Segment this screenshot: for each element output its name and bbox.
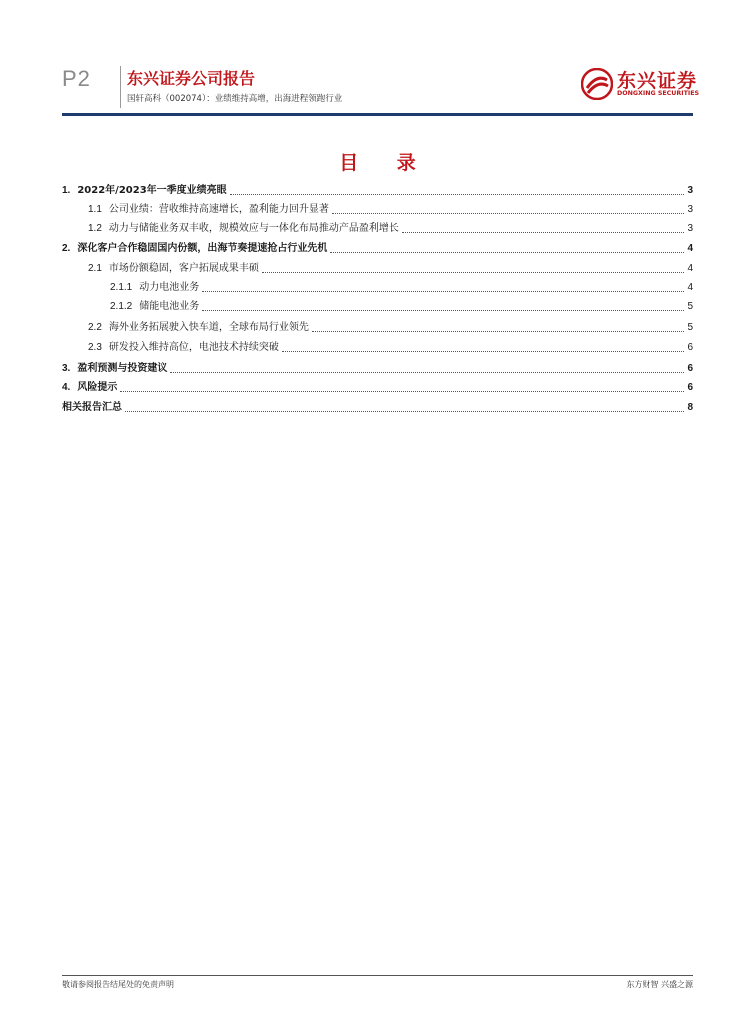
- toc-entry-page: 3: [687, 223, 693, 234]
- toc-leader-dots: [282, 350, 685, 352]
- toc-entry-number: 2.1.2: [110, 301, 133, 312]
- footer-disclaimer: 敬请参阅报告结尾处的免责声明: [62, 980, 174, 989]
- toc-leader-dots: [330, 251, 684, 253]
- toc-entry-number: 4.: [62, 382, 71, 393]
- toc-leader-dots: [402, 231, 685, 233]
- report-brand-title: 东兴证券公司报告: [127, 69, 256, 88]
- toc-entry[interactable]: [110, 281, 693, 295]
- toc-entry-number: 1.2: [88, 223, 102, 234]
- toc-entry-number: 2.1: [88, 263, 102, 274]
- toc-entry-page: 4: [687, 282, 693, 293]
- toc-leader-dots: [170, 371, 684, 373]
- toc-entry[interactable]: [62, 381, 693, 395]
- page-number: P2: [62, 66, 91, 91]
- toc-entry-page: 6: [687, 382, 693, 393]
- toc-leader-dots: [202, 309, 684, 311]
- footer-slogan: 东方财智 兴盛之源: [626, 980, 693, 989]
- toc-entry[interactable]: [88, 262, 693, 276]
- report-header: [0, 0, 755, 120]
- report-subtitle: 国轩高科（002074）：业绩维持高增，出海进程领跑行业: [127, 94, 343, 104]
- toc-title: 目 录: [339, 152, 432, 174]
- logo-text-cn: 东兴证券: [617, 70, 698, 92]
- toc-entry-page: 4: [687, 263, 693, 274]
- toc-entry-label: 盈利预测与投资建议: [77, 363, 168, 374]
- toc-entry-label: 动力电池业务: [139, 282, 200, 293]
- toc-leader-dots: [332, 212, 685, 214]
- header-rule: [62, 113, 693, 116]
- toc-entry[interactable]: [62, 401, 693, 415]
- toc-leader-dots: [120, 390, 684, 392]
- toc-entry-label: 风险提示: [77, 382, 118, 393]
- toc-entry-number: 3.: [62, 363, 71, 374]
- toc-entry-page: 6: [687, 363, 693, 374]
- toc-leader-dots: [230, 193, 685, 195]
- toc-entry-page: 8: [687, 402, 693, 413]
- toc-entry-label: 深化客户合作稳固国内份额，出海节奏提速抢占行业先机: [77, 243, 328, 254]
- toc-entry-page: 4: [687, 243, 693, 254]
- toc-entry-number: 1.1: [88, 204, 102, 215]
- toc-entry-page: 5: [687, 322, 693, 333]
- toc-entry-label: 动力与储能业务双丰收，规模效应与一体化布局推动产品盈利增长: [108, 223, 399, 234]
- toc-entry-number: 2.1.1: [110, 282, 133, 293]
- toc-entry-number: 2.: [62, 243, 71, 254]
- toc-entry[interactable]: [88, 321, 693, 335]
- toc-leader-dots: [202, 290, 684, 292]
- dongxing-emblem-icon: [581, 68, 613, 100]
- toc-entry[interactable]: [62, 242, 693, 256]
- toc-entry-label: 海外业务拓展驶入快车道，全球布局行业领先: [108, 322, 309, 333]
- toc-entry[interactable]: [62, 362, 693, 376]
- toc-entry-number: 2.3: [88, 342, 102, 353]
- toc-entry-page: 3: [687, 185, 693, 196]
- toc-entry[interactable]: [110, 300, 693, 314]
- toc-entry-page: 5: [687, 301, 693, 312]
- toc-entry-number: 2.2: [88, 322, 102, 333]
- logo-text-en: DONGXING SECURITIES: [617, 90, 700, 97]
- toc-entry[interactable]: [88, 341, 693, 355]
- toc-entry-label: 研发投入维持高位，电池技术持续突破: [108, 342, 279, 353]
- toc-entry-label: 2022年/2023年一季度业绩亮眼: [77, 185, 227, 196]
- toc-leader-dots: [125, 410, 684, 412]
- footer-rule: [62, 975, 693, 976]
- toc-entry-label: 市场份额稳固，客户拓展成果丰硕: [108, 263, 259, 274]
- toc-leader-dots: [262, 271, 685, 273]
- toc-entry-page: 3: [687, 204, 693, 215]
- toc-entry[interactable]: [88, 222, 693, 236]
- toc-entry-page: 6: [687, 342, 693, 353]
- toc-entry[interactable]: [88, 203, 693, 217]
- toc-entry-label: 储能电池业务: [139, 301, 200, 312]
- toc-entry[interactable]: [62, 184, 693, 198]
- toc-leader-dots: [312, 330, 685, 332]
- toc-entry-number: 1.: [62, 185, 71, 196]
- header-divider: [120, 66, 121, 108]
- toc-entry-label: 公司业绩：营收维持高速增长，盈利能力回升显著: [108, 204, 329, 215]
- dongxing-logo: [581, 68, 700, 102]
- toc-entry-label: 相关报告汇总: [62, 402, 122, 413]
